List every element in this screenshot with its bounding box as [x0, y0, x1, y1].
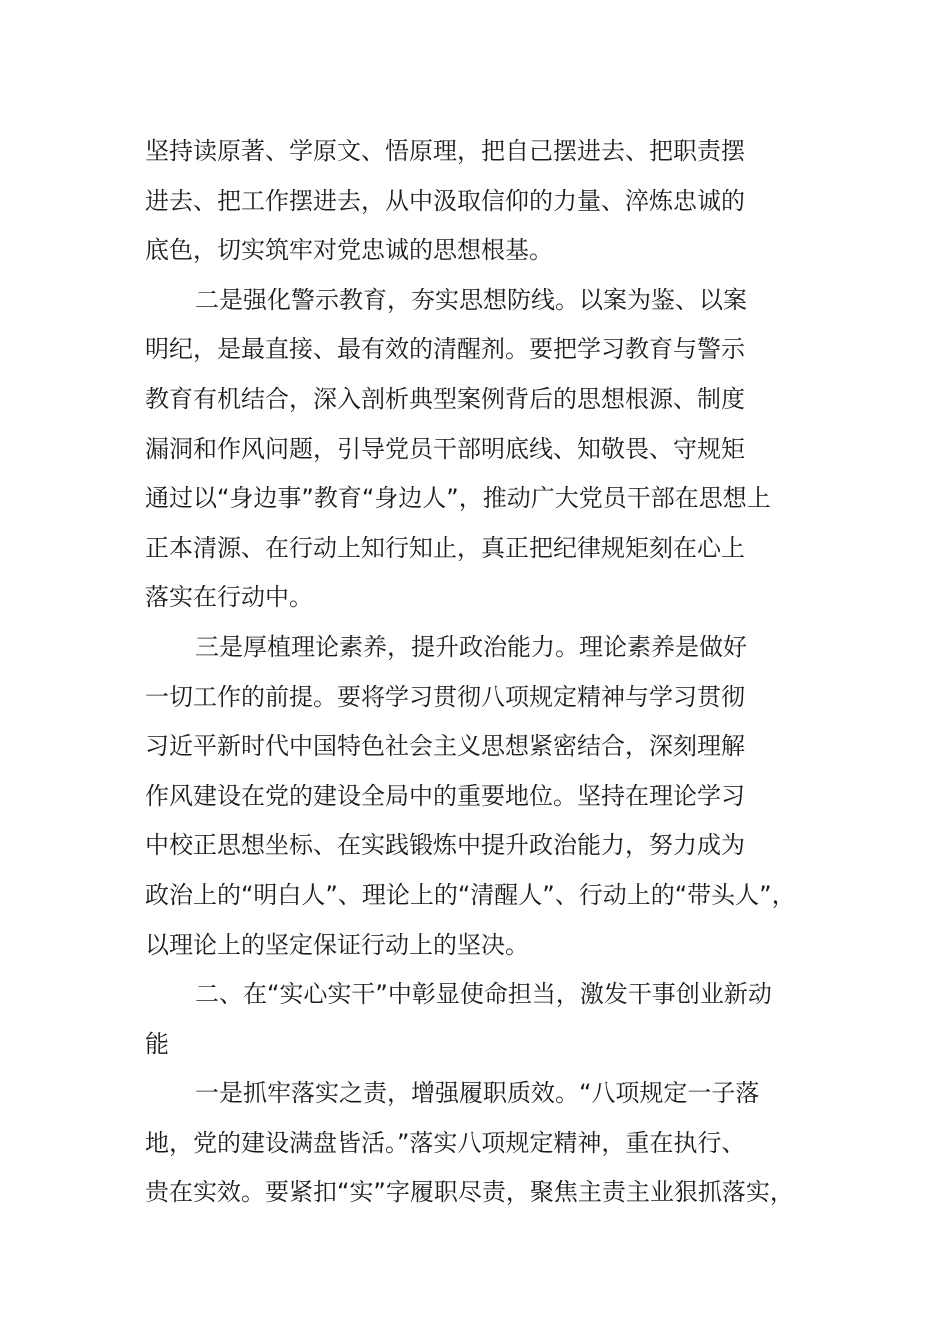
section-heading-continued: 能: [145, 1029, 169, 1058]
text-line: 落实在行动中。: [145, 583, 313, 612]
text-line: 二是强化警示教育，夯实思想防线。以案为鉴、以案: [195, 285, 747, 314]
text-line: 底色，切实筑牢对党忠诚的思想根基。: [145, 236, 553, 265]
text-line: 教育有机结合，深入剖析典型案例背后的思想根源、制度: [145, 384, 745, 413]
text-line: 三是厚植理论素养，提升政治能力。理论素养是做好: [195, 632, 747, 661]
text-line: 地，党的建设满盘皆活。”落实八项规定精神，重在执行、: [145, 1128, 746, 1157]
text-line: 一切工作的前提。要将学习贯彻八项规定精神与学习贯彻: [145, 682, 745, 711]
text-line: 作风建设在党的建设全局中的重要地位。坚持在理论学习: [145, 781, 745, 810]
text-line: 政治上的“明白人”、理论上的“清醒人”、行动上的“带头人”，: [145, 880, 796, 909]
text-line: 漏洞和作风问题，引导党员干部明底线、知敬畏、守规矩: [145, 434, 745, 463]
text-line: 进去、把工作摆进去，从中汲取信仰的力量、淬炼忠诚的: [145, 186, 745, 215]
text-line: 正本清源、在行动上知行知止，真正把纪律规矩刻在心上: [145, 533, 745, 562]
text-line: 贵在实效。要紧扣“实”字履职尽责，聚焦主责主业狠抓落实，: [145, 1178, 794, 1207]
text-line: 中校正思想坐标、在实践锻炼中提升政治能力，努力成为: [145, 831, 745, 860]
text-line: 以理论上的坚定保证行动上的坚决。: [145, 930, 529, 959]
section-heading: 二、在“实心实干”中彰显使命担当，激发干事创业新动: [195, 980, 772, 1009]
document-body: [145, 127, 835, 1218]
text-line: 一是抓牢落实之责，增强履职质效。“八项规定一子落: [195, 1079, 760, 1108]
text-line: 通过以“身边事”教育“身边人”，推动广大党员干部在思想上: [145, 484, 771, 513]
text-line: 明纪，是最直接、最有效的清醒剂。要把学习教育与警示: [145, 335, 745, 364]
text-line: 坚持读原著、学原文、悟原理，把自己摆进去、把职责摆: [145, 137, 745, 165]
text-line: 习近平新时代中国特色社会主义思想紧密结合，深刻理解: [145, 732, 745, 761]
